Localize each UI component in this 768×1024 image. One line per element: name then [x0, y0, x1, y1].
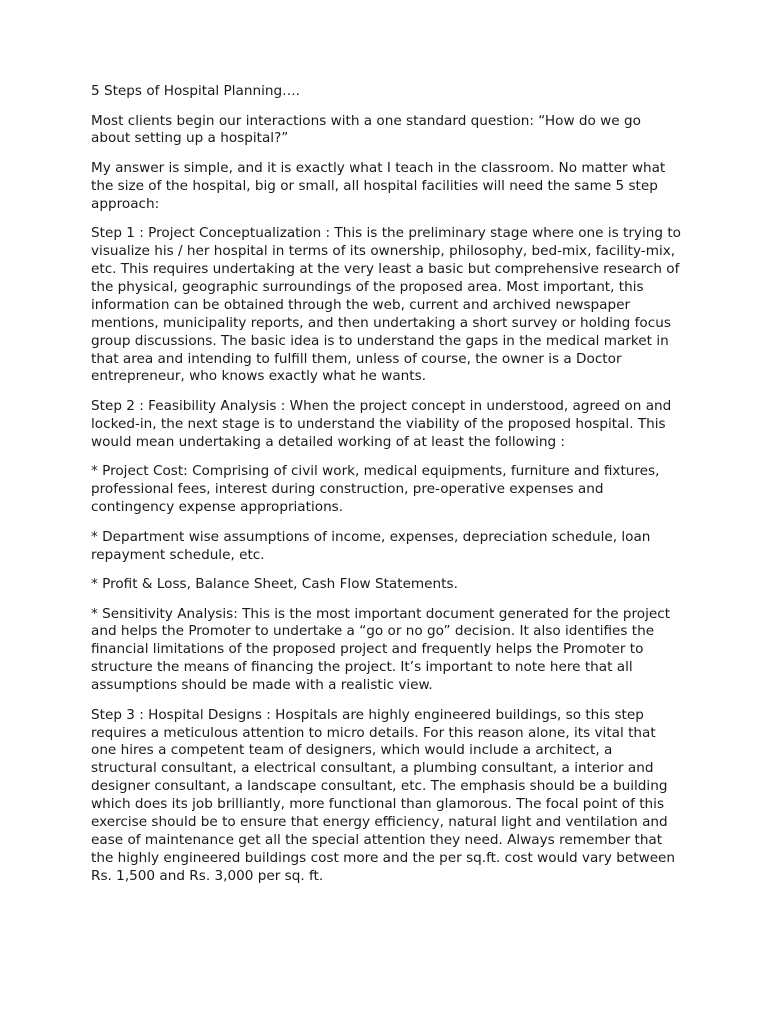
intro-question-paragraph: Most clients begin our interactions with a one standard question: “How do we go about setting up a hospital?”	[91, 112, 641, 147]
step-1-paragraph: Step 1 : Project Conceptualization : This is the preliminary stage where one is trying to visualize his / her hospital in terms of its ownership, philosophy, bed-mix, facility-mix, etc. This requires undertaking at the very least a basic but comprehensive research of the physical, geographic surroundings of the proposed area. Most important, this information can be obtained through the web, current and archived newspaper mentions, municipality reports, and then undertaking a short survey or holding focus group discussions. The basic idea is to understand the gaps in the medical market in that area and intending to fulfill them, unless of course, the owner is a Doctor entrepreneur, who knows exactly what he wants.	[91, 225, 681, 385]
step-3-paragraph: Step 3 : Hospital Designs : Hospitals are highly engineered buildings, so this step requires a meticulous attention to micro details. For this reason alone, its vital that one hires a competent team of designers, which would include a architect, a structural consultant, a electrical consultant, a plumbing consultant, a interior and designer consultant, a landscape consultant, etc. The emphasis should be a building which does its job brilliantly, more functional than glamorous. The focal point of this exercise should be to ensure that energy efficiency, natural light and ventilation and ease of maintenance get all the special attention they need. Always remember that the highly engineered buildings cost more and the per sq.ft. cost would vary between Rs. 1,500 and Rs. 3,000 per sq. ft.	[91, 706, 676, 884]
financial-statements-bullet: * Profit & Loss, Balance Sheet, Cash Flow Statements.	[91, 576, 458, 592]
project-cost-bullet: * Project Cost: Comprising of civil work, medical equipments, furniture and fixtures, professional fees, interest during construction, pre-operative expenses and contingency expense appropriations.	[91, 463, 660, 516]
answer-paragraph: My answer is simple, and it is exactly what I teach in the classroom. No matter what the size of the hospital, big or small, all hospital facilities will need the same 5 step approach:	[91, 159, 666, 212]
sensitivity-analysis-bullet: * Sensitivity Analysis: This is the most important document generated for the project and helps the Promoter to undertake a “go or no go” decision. It also identifies the financial limitations of the proposed project and frequently helps the Promoter to structure the means of financing the project. It’s important to note here that all assumptions should be made with a realistic view.	[91, 605, 671, 694]
document-title: 5 Steps of Hospital Planning….	[91, 83, 301, 99]
department-assumptions-bullet: * Department wise assumptions of income, expenses, depreciation schedule, loan repayment schedule, etc.	[91, 528, 651, 563]
step-2-paragraph: Step 2 : Feasibility Analysis : When the project concept in understood, agreed on and locked-in, the next stage is to understand the viability of the proposed hospital. This would mean undertaking a detailed working of at least the following :	[91, 397, 672, 450]
